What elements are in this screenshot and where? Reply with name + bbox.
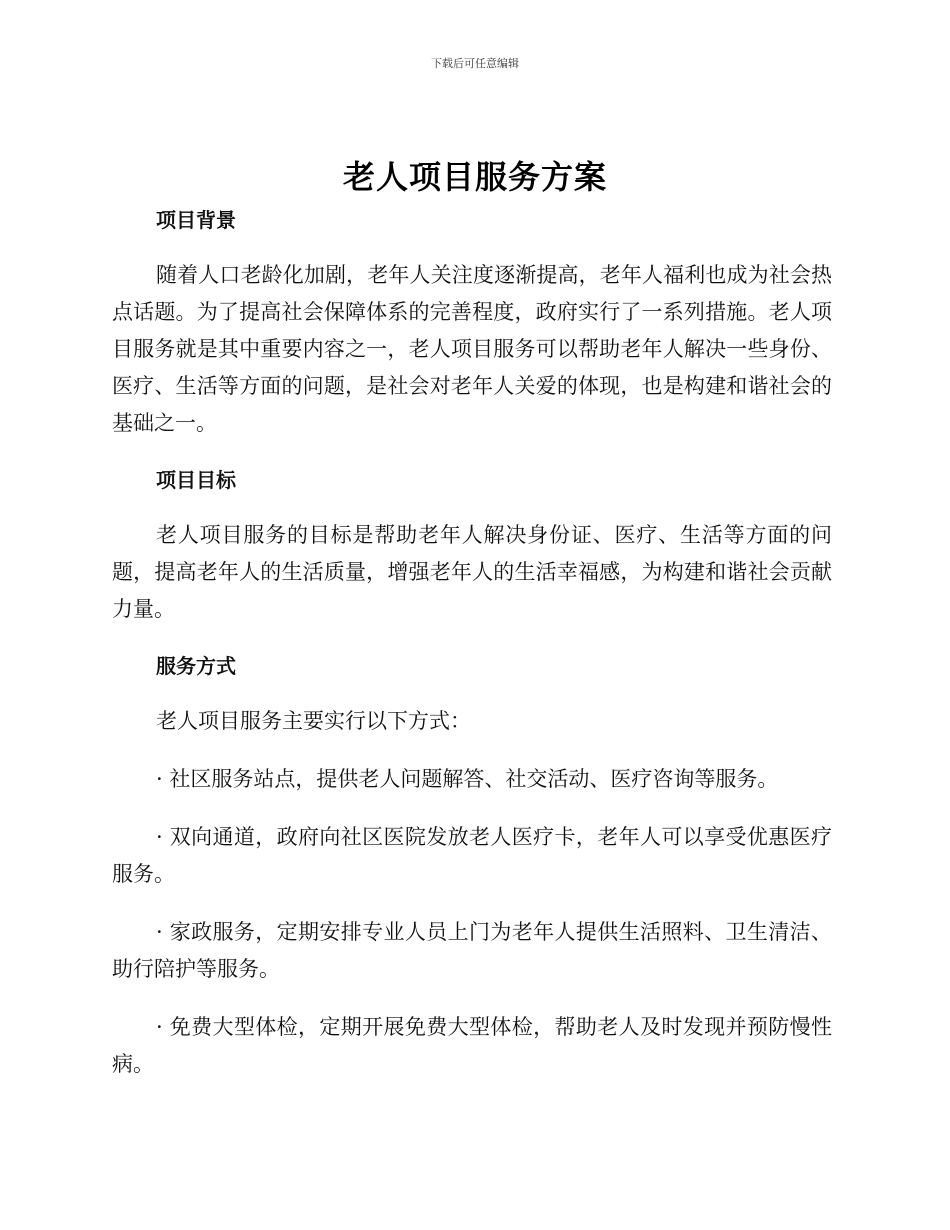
method-item: · 社区服务站点，提供老人问题解答、社交活动、医疗咨询等服务。: [156, 767, 779, 791]
document-body: [112, 205, 832, 1083]
section-heading-goal: 项目目标: [156, 468, 236, 492]
section-heading-background: 项目背景: [156, 208, 236, 232]
background-paragraph: 随着人口老龄化加剧，老年人关注度逐渐提高，老年人福利也成为社会热点话题。为了提高社会保障体系的完善程度，政府实行了一系列措施。老人项目服务就是其中重要内容之一，老人项目服务可以帮助老年人解决一些身份、医疗、生活等方面的问题，是社会对老年人关爱的体现，也是构建和谐社会的基础之一。: [112, 263, 832, 435]
section-heading-methods: 服务方式: [156, 654, 236, 678]
method-item: · 家政服务，定期安排专业人员上门为老年人提供生活照料、卫生清洁、助行陪护等服务。: [112, 920, 832, 981]
goal-paragraph: 老人项目服务的目标是帮助老年人解决身份证、医疗、生活等方面的问题，提高老年人的生活质量，增强老年人的生活幸福感，为构建和谐社会贡献力量。: [112, 523, 832, 621]
document-title: 老人项目服务方案: [342, 158, 607, 196]
methods-intro: 老人项目服务主要实行以下方式：: [156, 709, 471, 733]
method-item: · 双向通道，政府向社区医院发放老人医疗卡，老年人可以享受优惠医疗服务。: [112, 825, 832, 886]
method-item: · 免费大型体检，定期开展免费大型体检，帮助老人及时发现并预防慢性病。: [112, 1015, 832, 1076]
header-note: 下载后可任意编辑: [431, 57, 519, 70]
